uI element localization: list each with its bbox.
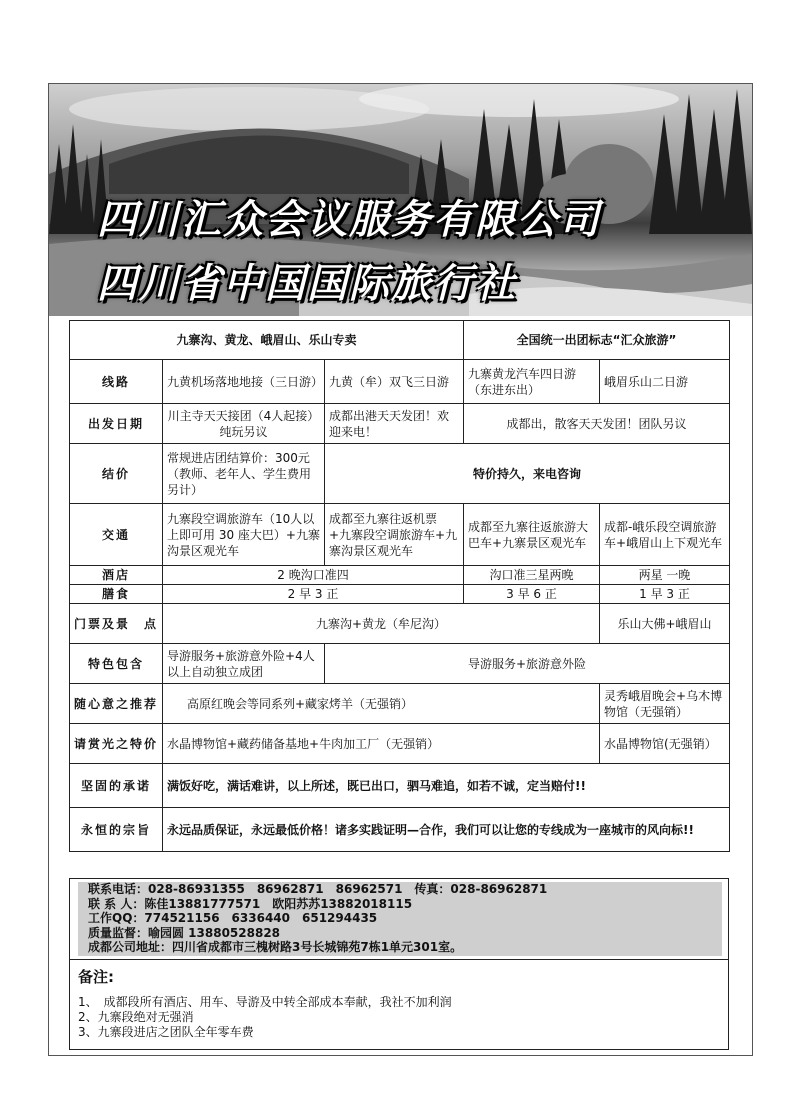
contact-shaded-area [78,882,722,956]
hotel-cell: 沟口准三星两晚 [464,566,600,585]
special-cell: 水晶博物馆(无强销） [600,724,730,764]
hotel-label: 酒店 [70,566,163,585]
table-row [70,504,730,566]
contact-qq: 工作QQ：774521156 6336440 651294435 [88,911,378,925]
package-cell: 导游服务+旅游意外险 [325,644,730,684]
recommend-label: 随心意之推荐 [70,684,163,724]
promise-cell: 满饭好吃，满话难讲，以上所述，既已出口，驷马难追，如若不诚，定当赔付!! [163,764,730,808]
notes-title: 备注: [78,968,114,986]
special-cell: 水晶博物馆+藏药储备基地+牛肉加工厂（无强销） [163,724,600,764]
tickets-cell: 九寨沟+黄龙（牟尼沟） [163,604,600,644]
transport-cell: 九寨段空调旅游车（10人以上即可用 30 座大巴）+九寨沟景区观光车 [163,504,325,566]
package-cell: 导游服务+旅游意外险+4人以上自动独立成团 [163,644,325,684]
table-row [70,724,730,764]
special-label: 请赏光之特价 [70,724,163,764]
table-row [70,604,730,644]
table-row [70,360,730,404]
table-row [70,684,730,724]
tickets-cell: 乐山大佛+峨眉山 [600,604,730,644]
transport-label: 交通 [70,504,163,566]
table-row [70,764,730,808]
contact-phone: 联系电话：028-86931355 86962871 86962571 传真：028-86962871 [88,882,548,896]
table-row [70,404,730,444]
notes-section [69,960,729,1050]
transport-cell: 成都-峨乐段空调旅游车+峨眉山上下观光车 [600,504,730,566]
route-cell: 九黄（牟）双飞三日游 [325,360,464,404]
contact-address: 成都公司地址：四川省成都市三槐树路3号长城锦苑7栋1单元301室。 [88,940,463,954]
tour-table [69,320,729,852]
landscape-banner [49,84,752,316]
meals-label: 膳食 [70,585,163,604]
agency-name-title: 四川省中国国际旅行社 [97,261,517,307]
contact-person: 联 系 人：陈佳13881777571 欧阳苏苏13882018115 [88,896,413,911]
tenet-label: 永恒的宗旨 [70,808,163,852]
transport-cell: 成都至九寨往返旅游大巴车+九寨景区观光车 [464,504,600,566]
meals-cell: 3 早 6 正 [464,585,600,604]
route-label: 线路 [70,360,163,404]
departure-cell: 川主寺天天接团（4人起接）纯玩另议 [163,404,325,444]
note-item: 1、 成都段所有酒店、用车、导游及中转全部成本奉献，我社不加利润 [78,995,452,1009]
route-cell: 九寨黄龙汽车四日游（东进东出） [464,360,600,404]
table-row [70,444,730,504]
table-header-row [70,321,730,360]
meals-cell: 2 早 3 正 [163,585,464,604]
note-item: 2、九寨段绝对无强消 [78,1010,194,1024]
transport-cell: 成都至九寨往返机票+九寨段空调旅游车+九寨沟景区观光车 [325,504,464,566]
recommend-cell: 高原红晚会等同系列+藏家烤羊（无强销） [163,684,600,724]
company-name-title: 四川汇众会议服务有限公司 [97,197,601,243]
price-cell: 常规进店团结算价：300元（教师、老年人、学生费用另计） [163,444,325,504]
table-row [70,585,730,604]
departure-label: 出发日期 [70,404,163,444]
recommend-cell: 灵秀峨眉晚会+乌木博物馆（无强销） [600,684,730,724]
route-cell: 峨眉乐山二日游 [600,360,730,404]
hotel-cell: 2 晚沟口准四 [163,566,464,585]
price-consult-cell: 特价持久，来电咨询 [325,444,730,504]
tickets-label: 门票及景 点 [70,604,163,644]
table-row [70,566,730,585]
specialty-heading: 九寨沟、黄龙、峨眉山、乐山专卖 [70,321,464,360]
logo-heading: 全国统一出团标志“汇众旅游” [464,321,730,360]
package-label: 特色包含 [70,644,163,684]
contact-box [69,878,729,960]
note-item: 3、九寨段进店之团队全年零车费 [78,1025,254,1039]
tenet-cell: 永远品质保证，永远最低价格！诸多实践证明—合作，我们可以让您的专线成为一座城市的风向标!! [163,808,730,852]
price-label: 结价 [70,444,163,504]
meals-cell: 1 早 3 正 [600,585,730,604]
flyer-page [48,83,753,1056]
table-row [70,644,730,684]
table-row [70,808,730,852]
contact-supervisor: 质量监督：喻园圆 13880528828 [88,925,281,940]
hotel-cell: 两星 一晚 [600,566,730,585]
route-cell: 九黄机场落地地接（三日游） [163,360,325,404]
promise-label: 坚固的承诺 [70,764,163,808]
departure-cell: 成都出，散客天天发团！团队另议 [464,404,730,444]
departure-cell: 成都出港天天发团！欢迎来电！ [325,404,464,444]
